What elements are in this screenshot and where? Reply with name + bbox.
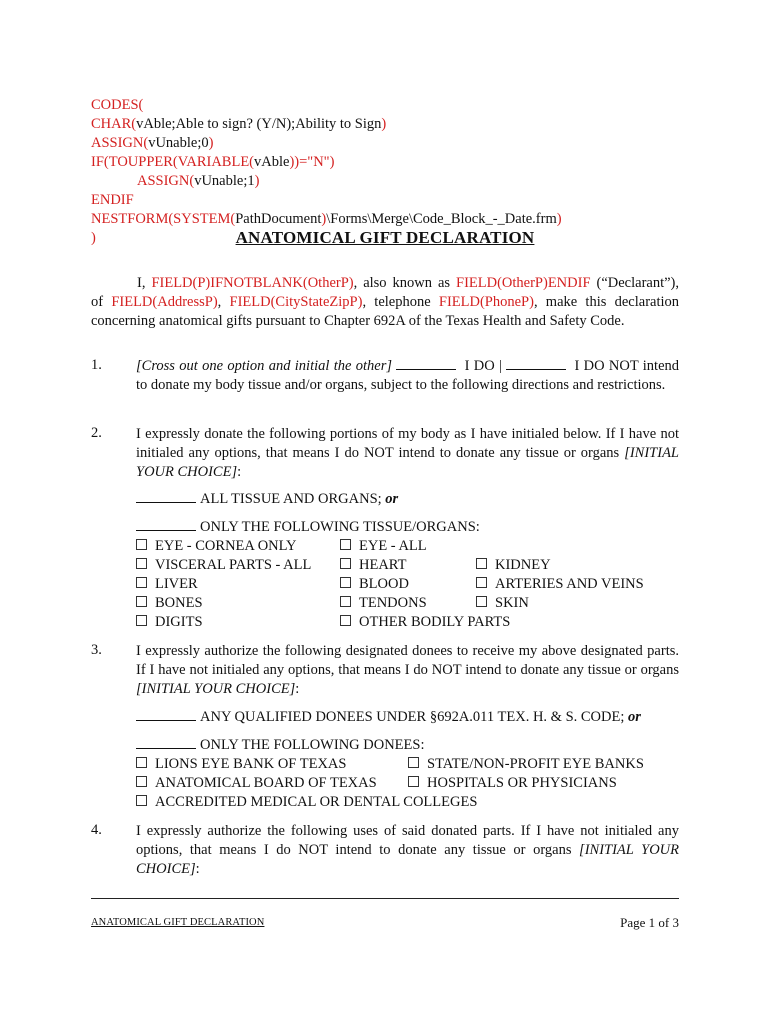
checkbox[interactable]	[476, 558, 487, 569]
initial-blank[interactable]	[136, 490, 196, 503]
option-label: HEART	[359, 557, 407, 573]
page-title: ANATOMICAL GIFT DECLARATION	[235, 228, 535, 247]
code-fn: NESTFORM(SYSTEM(	[91, 211, 236, 227]
option-label: OTHER BODILY PARTS	[359, 614, 511, 630]
code-arg: vUnable;0	[148, 135, 209, 151]
item-text: :	[195, 861, 200, 878]
code-arg: \Forms\Merge\Code_Block_-_Date.frm	[326, 211, 557, 227]
choice-only-donees	[136, 736, 424, 755]
merge-field: FIELD(OtherP)ENDIF	[456, 275, 591, 291]
item-text: I expressly donate the following portions of my body as I have initialed below. If I have not initialed any options, that means I do NOT intend to donate any tissue or organs	[136, 426, 679, 462]
checkbox[interactable]	[136, 615, 147, 626]
merge-field: FIELD(PhoneP)	[438, 294, 534, 311]
title-row	[91, 228, 679, 250]
checkbox[interactable]	[136, 539, 147, 550]
code-line	[91, 172, 562, 191]
code-fn: ASSIGN(	[91, 135, 149, 151]
item-text: I expressly authorize the following uses of said donated parts. If I have not initialed any options, that means I do NOT intend to donate any tissue or organs	[136, 823, 679, 859]
choice-any-qualified	[136, 708, 641, 727]
checkbox-option[interactable]	[408, 755, 644, 774]
item-number: 1.	[91, 357, 102, 373]
option-label: KIDNEY	[495, 557, 551, 573]
checkbox-option[interactable]	[136, 755, 346, 774]
option-label: STATE/NON-PROFIT EYE BANKS	[427, 756, 644, 772]
checkbox[interactable]	[136, 596, 147, 607]
option-label: ARTERIES AND VEINS	[495, 576, 644, 592]
item-number: 2.	[91, 425, 102, 441]
item-number: 3.	[91, 642, 102, 658]
code-fn: )	[556, 211, 562, 227]
checkbox-option[interactable]	[340, 613, 510, 632]
code-arg: vAble;Able to sign? (Y/N);Ability to Sign	[136, 116, 382, 132]
code-fn: CHAR(	[91, 116, 137, 132]
instruction-text: [INITIAL YOUR CHOICE]	[136, 842, 680, 878]
footer-title: ANATOMICAL GIFT DECLARATION	[91, 917, 265, 928]
checkbox[interactable]	[408, 776, 419, 787]
intro-part: (“Declarant”), of	[91, 275, 680, 311]
intro-part: , also known as	[353, 275, 451, 291]
checkbox-option[interactable]	[476, 575, 644, 594]
footer-divider	[91, 898, 679, 899]
code-fn: )	[208, 135, 214, 151]
choice-all-tissue	[136, 490, 398, 509]
choice-only-following	[136, 518, 480, 537]
option-do: I DO |	[464, 358, 502, 374]
intro-part: , make this declaration concerning anatomical gifts pursuant to Chapter 692A of the Texas Health and Safety Code.	[91, 294, 680, 330]
checkbox-option[interactable]	[136, 774, 377, 793]
code-line	[91, 210, 562, 229]
option-label: SKIN	[495, 595, 529, 611]
checkbox-option[interactable]	[136, 793, 477, 812]
initial-blank[interactable]	[506, 357, 566, 370]
code-line: CODES(	[91, 97, 144, 113]
checkbox[interactable]	[136, 558, 147, 569]
option-label: DIGITS	[155, 614, 203, 630]
item-text: :	[295, 681, 300, 698]
item-1-text	[136, 357, 679, 395]
checkbox[interactable]	[136, 795, 147, 806]
option-label: VISCERAL PARTS - ALL	[155, 557, 312, 573]
checkbox-option[interactable]	[136, 556, 311, 575]
code-fn: ))="N")	[289, 154, 335, 170]
choice-label: ONLY THE FOLLOWING TISSUE/ORGANS:	[200, 519, 480, 535]
option-label: ANATOMICAL BOARD OF TEXAS	[155, 775, 377, 791]
item-text: :	[237, 464, 242, 481]
code-arg: PathDocument	[235, 211, 322, 227]
instruction-text: [INITIAL YOUR CHOICE]	[136, 445, 679, 481]
option-label: HOSPITALS OR PHYSICIANS	[427, 775, 617, 791]
code-fn: )	[321, 211, 327, 227]
checkbox-option[interactable]	[340, 537, 427, 556]
merge-field: FIELD(CityStateZipP)	[229, 294, 363, 311]
item-3-text	[136, 642, 679, 700]
checkbox[interactable]	[136, 577, 147, 588]
merge-field: FIELD(P)IFNOTBLANK(OtherP)	[151, 275, 354, 291]
checkbox[interactable]	[340, 558, 351, 569]
option-do-not: I DO NOT	[574, 358, 639, 374]
instruction-text: [INITIAL YOUR CHOICE]	[136, 681, 296, 698]
option-label: ACCREDITED MEDICAL OR DENTAL COLLEGES	[155, 794, 478, 810]
code-fn: )	[254, 173, 260, 189]
code-closing-paren: )	[91, 230, 96, 246]
checkbox-option[interactable]	[476, 594, 529, 613]
intro-part: ,	[217, 294, 222, 311]
option-label: TENDONS	[359, 595, 427, 611]
checkbox[interactable]	[340, 596, 351, 607]
checkbox-option[interactable]	[476, 556, 551, 575]
choice-label: ANY QUALIFIED DONEES UNDER §692A.011 TEX. H. & S. CODE;	[200, 709, 625, 725]
checkbox[interactable]	[340, 615, 351, 626]
checkbox-option[interactable]	[136, 613, 203, 632]
choice-label: ALL TISSUE AND ORGANS;	[200, 491, 382, 507]
checkbox[interactable]	[136, 757, 147, 768]
checkbox-option[interactable]	[408, 774, 617, 793]
checkbox[interactable]	[476, 577, 487, 588]
option-label: LIONS EYE BANK OF TEXAS	[155, 756, 347, 772]
item-2-text	[136, 425, 679, 483]
initial-blank[interactable]	[136, 518, 196, 531]
or-text: or	[628, 709, 641, 725]
checkbox-option[interactable]	[136, 594, 203, 613]
instruction-text: [Cross out one option and initial the other]	[136, 358, 392, 374]
code-line	[91, 134, 562, 153]
option-label: EYE - CORNEA ONLY	[155, 538, 297, 554]
merge-code-block	[91, 96, 562, 229]
initial-blank[interactable]	[136, 736, 196, 749]
option-label: LIVER	[155, 576, 198, 592]
checkbox-option[interactable]	[340, 556, 406, 575]
option-label: BLOOD	[359, 576, 409, 592]
checkbox[interactable]	[408, 757, 419, 768]
code-fn: ASSIGN(	[137, 173, 195, 189]
checkbox[interactable]	[136, 776, 147, 787]
item-4-text	[136, 822, 679, 880]
intro-text	[91, 274, 679, 332]
code-fn: )	[381, 116, 387, 132]
code-line	[91, 153, 562, 172]
code-arg: vUnable;1	[194, 173, 255, 189]
intro-part: , telephone	[362, 294, 431, 311]
initial-blank[interactable]	[396, 357, 456, 370]
item-number: 4.	[91, 822, 102, 838]
checkbox-option[interactable]	[136, 537, 297, 556]
checkbox[interactable]	[476, 596, 487, 607]
code-fn: IF(TOUPPER(VARIABLE(	[91, 154, 255, 170]
code-arg: vAble	[254, 154, 290, 170]
checkbox-option[interactable]	[340, 575, 409, 594]
intro-paragraph	[91, 274, 679, 332]
item-text: I expressly authorize the following designated donees to receive my above designated parts. If I have not initialed any options, that means I do NOT intend to donate any tissue or organs	[136, 643, 679, 679]
or-text: or	[385, 491, 399, 507]
option-label: EYE - ALL	[359, 538, 427, 554]
page-number: Page 1 of 3	[620, 915, 679, 930]
checkbox[interactable]	[340, 577, 351, 588]
initial-blank[interactable]	[136, 708, 196, 721]
option-label: BONES	[155, 595, 203, 611]
merge-field: FIELD(AddressP)	[111, 294, 218, 311]
choice-label: ONLY THE FOLLOWING DONEES:	[200, 737, 425, 753]
code-line	[91, 115, 562, 134]
checkbox[interactable]	[340, 539, 351, 550]
checkbox-option[interactable]	[136, 575, 198, 594]
checkbox-option[interactable]	[340, 594, 427, 613]
code-line: ENDIF	[91, 192, 134, 208]
intro-part: I,	[137, 275, 146, 291]
item-text: intend to donate my body tissue and/or organs, subject to the following directions and restrictions.	[136, 358, 680, 394]
